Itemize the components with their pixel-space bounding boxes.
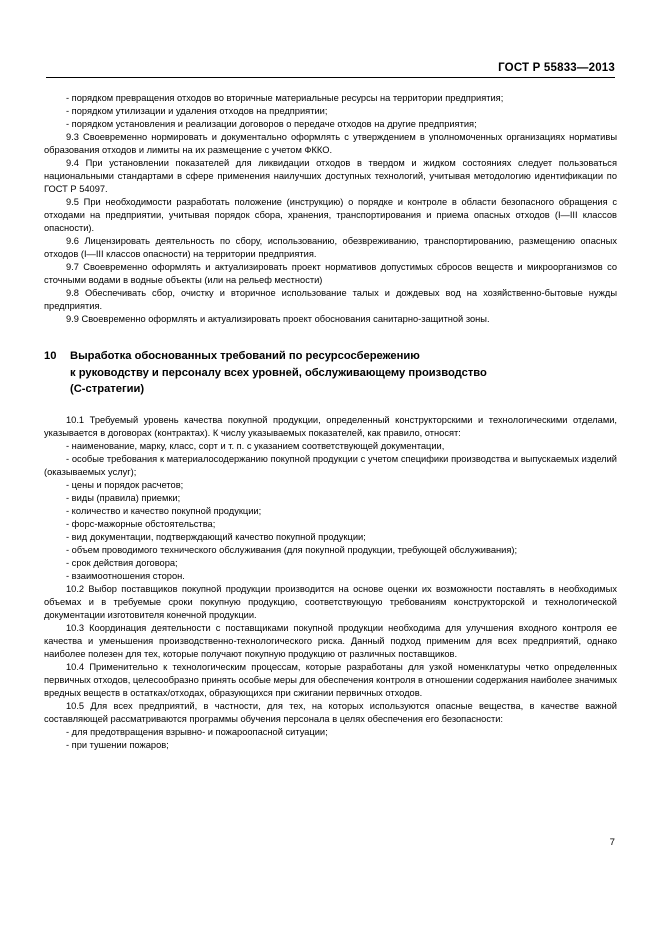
clause-9-5: 9.5 При необходимости разработать положение (инструкцию) о порядке и контроле в области безопасного обращения с отходами на предприятии, учитывая порядок сбора, хранения, транспортирования и приема опасных отходов (I—III классов опасности). [44,197,617,233]
clause-10-1: 10.1 Требуемый уровень качества покупной продукции, определенный конструкторскими и технологическими отделами, указывается в договорах (контрактах). К числу указываемых показателей, как правило, относят: [44,414,617,438]
list-item: - порядком превращения отходов во вторичные материальные ресурсы на территории предприятия; [66,93,504,103]
section-number: 10 [44,350,57,362]
clause-10-2: 10.2 Выбор поставщиков покупной продукции производится на основе оценки их возможности поставлять в необходимых объемах и в требуемые сроки покупную продукцию, соответствующую требованиям конструкторской и технологической документации изготовителя конечной продукции. [44,583,617,620]
clause-10-3: 10.3 Координация деятельности с поставщиками покупной продукции необходима для улучшения входного контроля ее качества и уменьшения производственно-технологического риска. Данный подход применим для всех предприятий, однако наиболее полезен для тех, которые получают покупную продукцию от различных поставщиков. [44,622,617,659]
list-item: - срок действия договора; [66,557,178,568]
list-item: - порядком утилизации и удаления отходов на предприятии; [66,106,328,116]
list-item: - форс-мажорные обстоятельства; [66,518,216,529]
section-title-line-1: Выработка обоснованных требований по ресурсосбережению [70,350,420,362]
list-item: - количество и качество покупной продукции; [66,505,262,516]
header-divider [46,77,615,78]
list-item: - наименование, марку, класс, сорт и т. п. с указанием соответствующей документации, [66,440,445,451]
section-heading-10 [44,348,617,398]
section-title-line-2: к руководству и персоналу всех уровней, обслуживающему производство [70,366,487,379]
list-item: - виды (правила) приемки; [66,492,181,503]
clause-10-5: 10.5 Для всех предприятий, в частности, для тех, на которых используются опасные вещества, в качестве важной составляющей рассматриваются программы обучения персонала в целях обеспечения его безопасности: [44,700,617,724]
document-body [44,92,617,752]
clause-10-4: 10.4 Применительно к технологическим процессам, которые разработаны для узкой номенклатуры четко определенных первичных отходов, целесообразно принять особые меры для обеспечения контроля в отношении содержания наиболее значимых вредных веществ в остатках/отходах, образующихся при сжигании первичных отходов. [44,661,617,698]
list-item: - объем проводимого технического обслуживания (для покупной продукции, требующей обслуживания); [66,544,518,555]
clause-9-7: 9.7 Своевременно оформлять и актуализировать проект нормативов допустимых сбросов веществ и микроорганизмов со сточными водами в водные объекты (или на рельеф местности) [44,262,617,285]
standard-id: ГОСТ Р 55833—2013 [498,62,615,74]
list-item: - порядком установления и реализации договоров о передаче отходов на другие предприятия; [66,119,477,129]
page-number: 7 [609,837,615,848]
list-item: - вид документации, подтверждающий качество покупной продукции; [66,531,366,542]
list-item: - для предотвращения взрывно- и пожароопасной ситуации; [66,726,328,737]
clause-9-4: 9.4 При установлении показателей для ликвидации отходов в твердом и жидком состояниях следует пользоваться национальными стандартами в сфере применения наилучших доступных технологий, учитывая методологию идентификации по ГОСТ Р 54097. [44,158,617,194]
section-title-line-3: (С-стратегии) [70,383,145,395]
page-header [44,62,617,74]
list-item: - при тушении пожаров; [66,739,169,750]
clause-9-6: 9.6 Лицензировать деятельность по сбору, использованию, обезвреживанию, транспортированию, размещению опасных отходов (I—III классов опасности) на территории предприятия. [44,236,617,259]
list-item: - цены и порядок расчетов; [66,479,184,490]
list-item: - особые требования к материалосодержанию покупной продукции с учетом специфики производства и выпускаемых изделий (оказываемых услуг); [44,453,617,477]
clause-9-3: 9.3 Своевременно нормировать и документально оформлять с утверждением в уполномоченных организациях нормативы образования отходов и лимиты на их размещение с учетом ФККО. [44,132,617,155]
clause-9-9: 9.9 Своевременно оформлять и актуализировать проект обоснования санитарно-защитной зоны. [66,314,490,324]
list-item: - взаимоотношения сторон. [66,570,185,581]
clause-9-8: 9.8 Обеспечивать сбор, очистку и вторичное использование талых и дождевых вод на хозяйственно-бытовые нужды предприятия. [44,288,617,311]
